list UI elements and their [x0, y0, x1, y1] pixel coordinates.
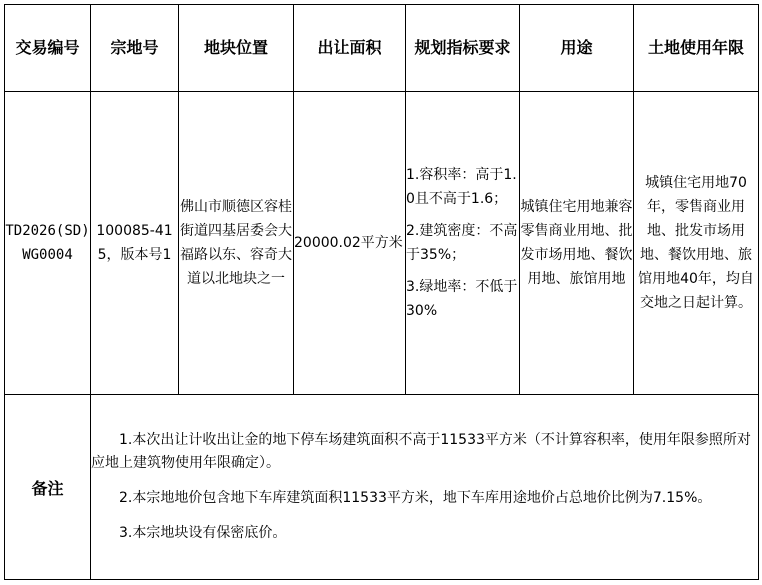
table-row — [5, 92, 759, 395]
trade-no-value: TD2026(SD)WG0004 — [5, 223, 90, 263]
area-value: 20000.02平方米 — [294, 235, 403, 251]
notes-label: 备注 — [5, 395, 91, 580]
header-term: 土地使用年限 — [634, 5, 759, 92]
cell-area — [294, 92, 406, 395]
cell-term — [634, 92, 759, 395]
header-trade-no: 交易编号 — [5, 5, 91, 92]
parcel-no-value: 100085-415，版本号1 — [96, 223, 173, 263]
header-area: 出让面积 — [294, 5, 406, 92]
header-planning: 规划指标要求 — [406, 5, 520, 92]
notes-cell — [91, 395, 759, 580]
cell-location — [179, 92, 294, 395]
header-row — [5, 5, 759, 92]
header-usage: 用途 — [520, 5, 634, 92]
usage-value: 城镇住宅用地兼容零售商业用地、批发市场用地、餐饮用地、旅馆用地 — [520, 199, 633, 287]
land-transfer-table — [4, 4, 759, 580]
cell-planning — [406, 92, 520, 395]
cell-trade-no — [5, 92, 91, 395]
header-parcel-no: 宗地号 — [91, 5, 179, 92]
note-item: 3.本宗地块设有保密底价。 — [119, 525, 287, 541]
term-value: 城镇住宅用地70年，零售商业用地、批发市场用地、餐饮用地、旅馆用地40年，均自交地之日起计算。 — [638, 175, 754, 311]
cell-usage — [520, 92, 634, 395]
header-location: 地块位置 — [179, 5, 294, 92]
notes-row — [5, 395, 759, 580]
cell-parcel-no — [91, 92, 179, 395]
planning-item-green: 3.绿地率：不低于30% — [406, 279, 518, 319]
planning-item-density: 2.建筑密度：不高于35%； — [406, 223, 518, 263]
note-item: 2.本宗地地价包含地下车库建筑面积11533平方米，地下车库用途地价占总地价比例为7.15%。 — [119, 490, 712, 506]
note-item: 1.本次出让计收出让金的地下停车场建筑面积不高于11533平方米（不计算容积率，使用年限参照所对应地上建筑物使用年限确定）。 — [91, 432, 751, 471]
location-value: 佛山市顺德区容桂街道四基居委会大福路以东、容奇大道以北地块之一 — [180, 199, 292, 287]
planning-item-far: 1.容积率：高于1.0且不高于1.6； — [406, 167, 517, 207]
